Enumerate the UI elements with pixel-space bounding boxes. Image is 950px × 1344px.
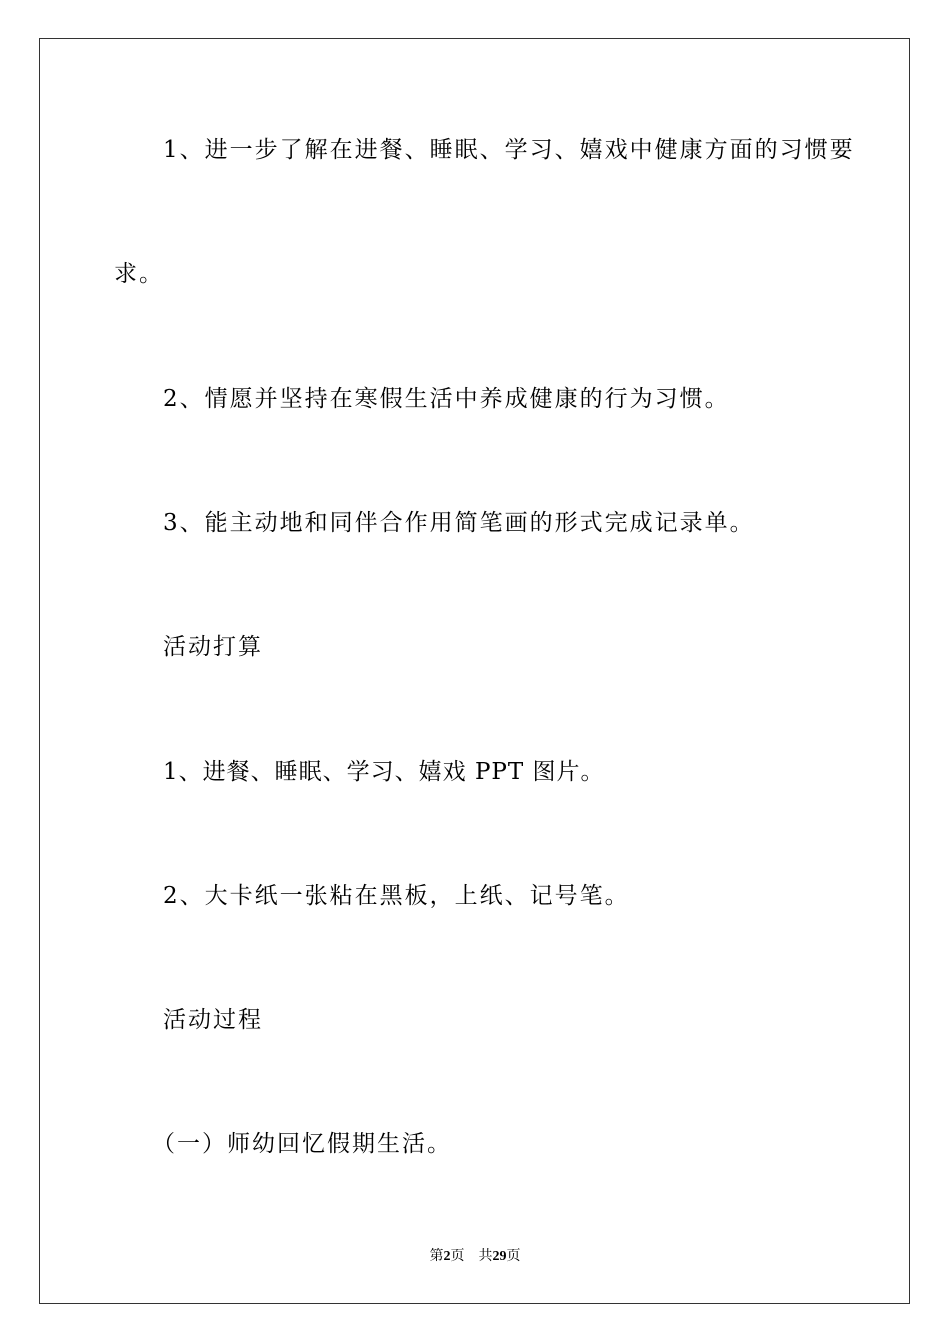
section-heading-preparation: 活动打算 xyxy=(163,634,263,660)
page-footer xyxy=(0,1248,950,1266)
footer-total-prefix: 共 xyxy=(478,1249,493,1264)
section-heading-process: 活动过程 xyxy=(163,1007,263,1033)
footer-page-number: 2 xyxy=(443,1249,451,1264)
paragraph-preparation-1: 1、进餐、睡眠、学习、嬉戏 PPT 图片。 xyxy=(163,759,605,785)
paragraph-goal-3: 3、能主动地和同伴合作用简笔画的形式完成记录单。 xyxy=(163,510,755,536)
paragraph-goal-1: 1、进一步了解在进餐、睡眠、学习、嬉戏中健康方面的习惯要 xyxy=(163,137,855,163)
paragraph-goal-2: 2、情愿并坚持在寒假生活中养成健康的行为习惯。 xyxy=(163,386,730,412)
footer-total-suffix: 页 xyxy=(506,1249,521,1264)
paragraph-preparation-2: 2、大卡纸一张粘在黑板，上纸、记号笔。 xyxy=(163,883,630,909)
footer-page-prefix: 第 xyxy=(429,1249,444,1264)
paragraph-process-1: （一）师幼回忆假期生活。 xyxy=(152,1131,452,1157)
paragraph-goal-1-continued: 求。 xyxy=(114,261,164,287)
footer-page-suffix: 页 xyxy=(450,1249,465,1264)
footer-total-pages: 29 xyxy=(492,1249,507,1264)
page-border xyxy=(39,38,910,1304)
